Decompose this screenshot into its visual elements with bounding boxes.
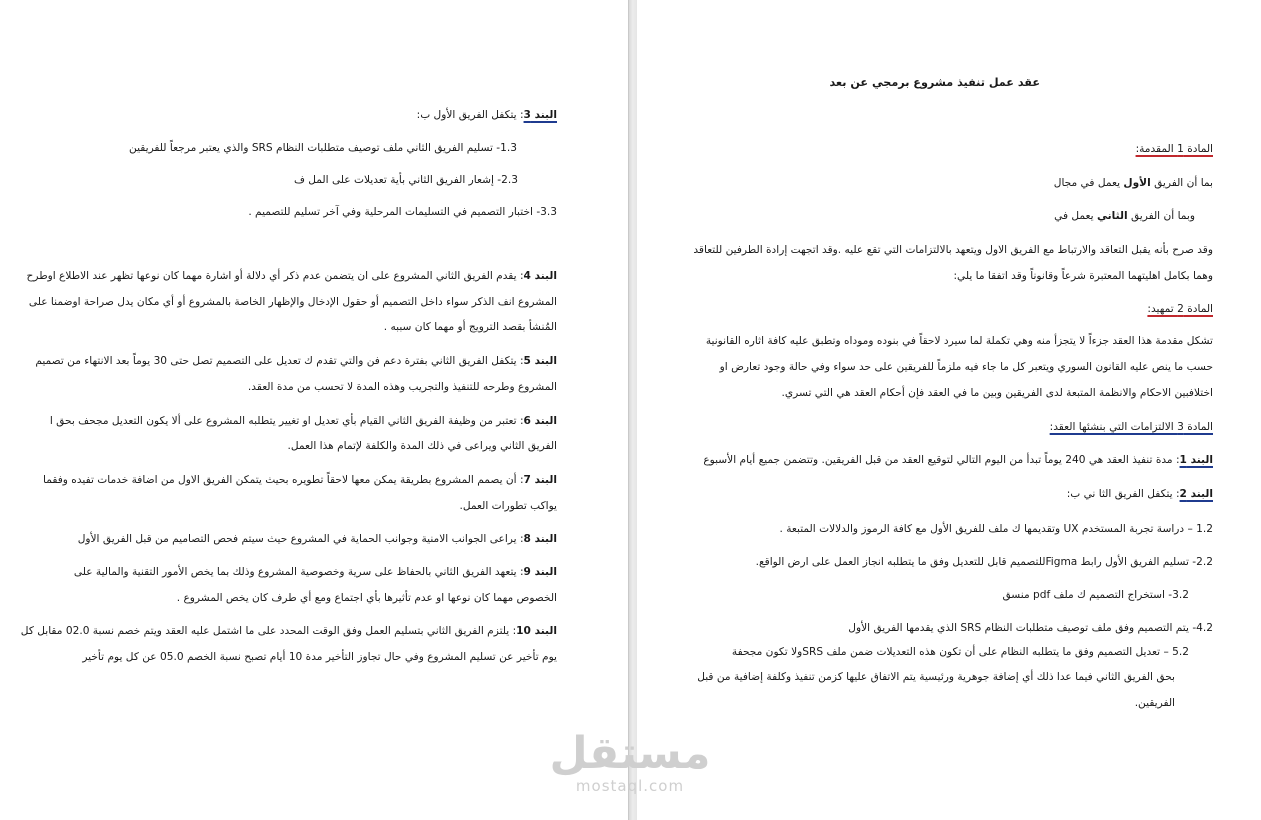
clause-3-text: : يتكفل الفريق الأول ب:: [416, 109, 524, 121]
clause-4-line-3: المُنشأ بقصد الترويج أو مهما كان سببه .: [383, 321, 557, 333]
clause-8: البند 8: يراعى الجوانب الامنية وجوانب الحماية في المشروع حيث سيتم فحص التصاميم من قبل الفريق الأول: [77, 533, 557, 545]
clause-5-line-2: المشروع وطرحه للتنفيذ والتجريب وهذه المدة لا تحسب من مدة العقد.: [247, 381, 557, 393]
watermark-latin: mostaql.com: [575, 777, 685, 795]
clause-9-label: البند 9: [523, 566, 557, 578]
clause-7-line-2: يواكب تطورات العمل.: [459, 500, 557, 512]
clause-2-label: البند 2: [1179, 488, 1213, 500]
clause-10-line-2: يوم تأخير عن تسليم المشروع وفي حال تجاوز التأخير مدة 10 أيام تصبح نسبة الخصم 05.0 عن كل يوم تأخير: [82, 651, 557, 663]
clause-6-line-2: الفريق الثاني ويراعى في ذلك المدة والكلفة لإتمام هذا العمل.: [287, 440, 557, 452]
article-2-line-1: تشكل مقدمة هذا العقد جزءاً لا يتجزأ منه وهي تكملة لما سيرد لاحقاً في بنوده وموداه وتطبق عليه كافة اثاره القانونية: [705, 335, 1213, 347]
clause-5-line-1: البند 5: يتكفل الفريق الثاني بفترة دعم فن والتي تقدم ك تعديل على التصميم تصل حتى 30 يوماً بعد الانتهاء من تصميم: [35, 355, 557, 367]
clause-6-line-1: البند 6: تعتبر من وظيفة الفريق الثاني القيام بأي تعديل او تغيير يتطلبه المشروع على ألا يكون التعديل مجحف بحق ا: [49, 415, 557, 427]
item-2-5-line-3: الفريقين.: [1134, 697, 1175, 709]
clause-10-label: البند 10: [516, 625, 557, 637]
item-2-3: 3.2- استخراج التصميم ك ملف pdf منسق: [1002, 589, 1189, 601]
item-2-5-line-2: بحق الفريق الثاني فيما عدا ذلك أي إضافة جوهرية ورئيسية يتم الاتفاق عليها كزمن تنفيذ وكلفة إضافية من قبل: [697, 671, 1175, 683]
article-2-line-3: اختلافبين الاحكام والانظمة المتبعة لدى الفريقين وبين ما في العقد فإن أحكام العقد هي التي تسري.: [781, 387, 1213, 399]
article-1-line-1: بما أن الفريق الأول يعمل في مجال: [1053, 177, 1213, 189]
clause-8-label: البند 8: [523, 533, 557, 545]
document-page-right: [637, 0, 1261, 820]
clause-3-label: البند 3: [523, 109, 557, 121]
clause-4-label: البند 4: [523, 270, 557, 282]
clause-7-line-1: البند 7: أن يصمم المشروع بطريقة يمكن معها لاحقاً تطويره بحيث يتمكن الفريق الاول من اضافة خدمات تفيده وفقما: [43, 474, 557, 486]
clause-9-line-1: البند 9: يتعهد الفريق الثاني بالحفاظ على سرية وخصوصية المشروع وذلك بما يخص الأمور التقنية والمالية على: [73, 566, 557, 578]
clause-1-label: البند 1: [1179, 454, 1213, 466]
document-page-left: [0, 0, 628, 820]
article-1-paragraph-2: وهما بكامل اهليتهما المعتبرة شرعاً وقانوناً وقد اتفقا ما يلي:: [953, 270, 1213, 282]
clause-7-label: البند 7: [523, 474, 557, 486]
article-1-heading: المادة 1 المقدمة:: [1135, 143, 1213, 155]
clause-10-line-1: البند 10: يلتزم الفريق الثاني بتسليم العمل وفق الوقت المحدد على ما اشتمل عليه العقد ويتم خصم نسبة 02.0 مقابل كل: [20, 625, 557, 637]
item-3-3: 3.3- اختبار التصميم في التسليمات المرحلية وفي آخر تسليم للتصميم .: [248, 206, 557, 218]
item-2-2: 2.2- تسليم الفريق الأول رابط Figmaللتصميم قابل للتعديل وفق ما يتطلبه انجاز العمل على ارض الواقع.: [755, 556, 1213, 568]
clause-9-line-2: الخصوص مهما كان نوعها او عدم تأثيرها بأي اجتماع ومع أي طرف كان يخص المشروع .: [176, 592, 557, 604]
contract-title: عقد عمل تنفيذ مشروع برمجي عن بعد: [829, 76, 1040, 89]
clause-4-line-2: المشروع انف الذكر سواء داخل التصميم أو حقول الإدخال والإظهار الخاصة بالمشروع أو أي مكان يدل صراحة اوضمنا على: [28, 296, 557, 308]
clause-1: البند 1: مدة تنفيذ العقد هي 240 يوماً تبدأ من اليوم التالي لتوقيع العقد من قبل الفريقين. وتتضمن جميع أيام الأسبوع: [703, 454, 1213, 466]
mostaql-watermark: [545, 730, 715, 794]
item-3-1: 1.3- تسليم الفريق الثاني ملف توصيف متطلبات النظام SRS والذي يعتبر مرجعاً للفريقين: [129, 142, 517, 154]
item-2-5-line-1: 5.2 – تعديل التصميم وفق ما يتطلبه النظام على أن تكون هذه التعديلات ضمن ملف SRSولا تكون مجحفة: [731, 646, 1189, 658]
article-2-heading: المادة 2 تمهيد:: [1147, 303, 1213, 315]
item-2-4: 4.2- يتم التصميم وفق ملف توصيف متطلبات النظام SRS الذي يقدمها الفريق الأول: [848, 622, 1213, 634]
clause-3: [417, 108, 557, 122]
article-3-heading: المادة 3 الالتزامات التي بنشئها العقد:: [1049, 421, 1213, 433]
clause-4-line-1: البند 4: يقدم الفريق الثاني المشروع على ان يتضمن عدم ذكر أي دلالة أو اشارة مهما كان نوعها تظهر عند الاطلاع اوطرح: [26, 270, 557, 282]
article-1-line-2: وبما أن الفريق الثاني يعمل في: [1054, 210, 1195, 222]
clause-6-label: البند 6: [523, 415, 557, 427]
item-2-1: 1.2 – دراسة تجربة المستخدم UX وتقديمها ك ملف للفريق الأول مع كافة الرموز والدلالات المتبعة .: [779, 523, 1213, 535]
article-1-paragraph-1: وقد صرح بأنه يقبل التعاقد والارتباط مع الفريق الاول ويتعهد بالالتزامات التي تقع عليه .وقد اتجهت إرادة الطرفين للتعاقد: [693, 244, 1213, 256]
clause-2: البند 2: يتكفل الفريق الثا ني ب:: [1066, 488, 1213, 500]
clause-5-label: البند 5: [523, 355, 557, 367]
article-2-line-2: حسب ما ينص عليه القانون السوري ويتعبر كل ما جاء فيه ملزماً للفريقين على حد سواء وفي حالة وجود تعارض او: [719, 361, 1213, 373]
item-3-2: 2.3- إشعار الفريق الثاني بأية تعديلات على المل ف: [293, 174, 518, 186]
watermark-arabic: مستقل: [549, 728, 711, 779]
